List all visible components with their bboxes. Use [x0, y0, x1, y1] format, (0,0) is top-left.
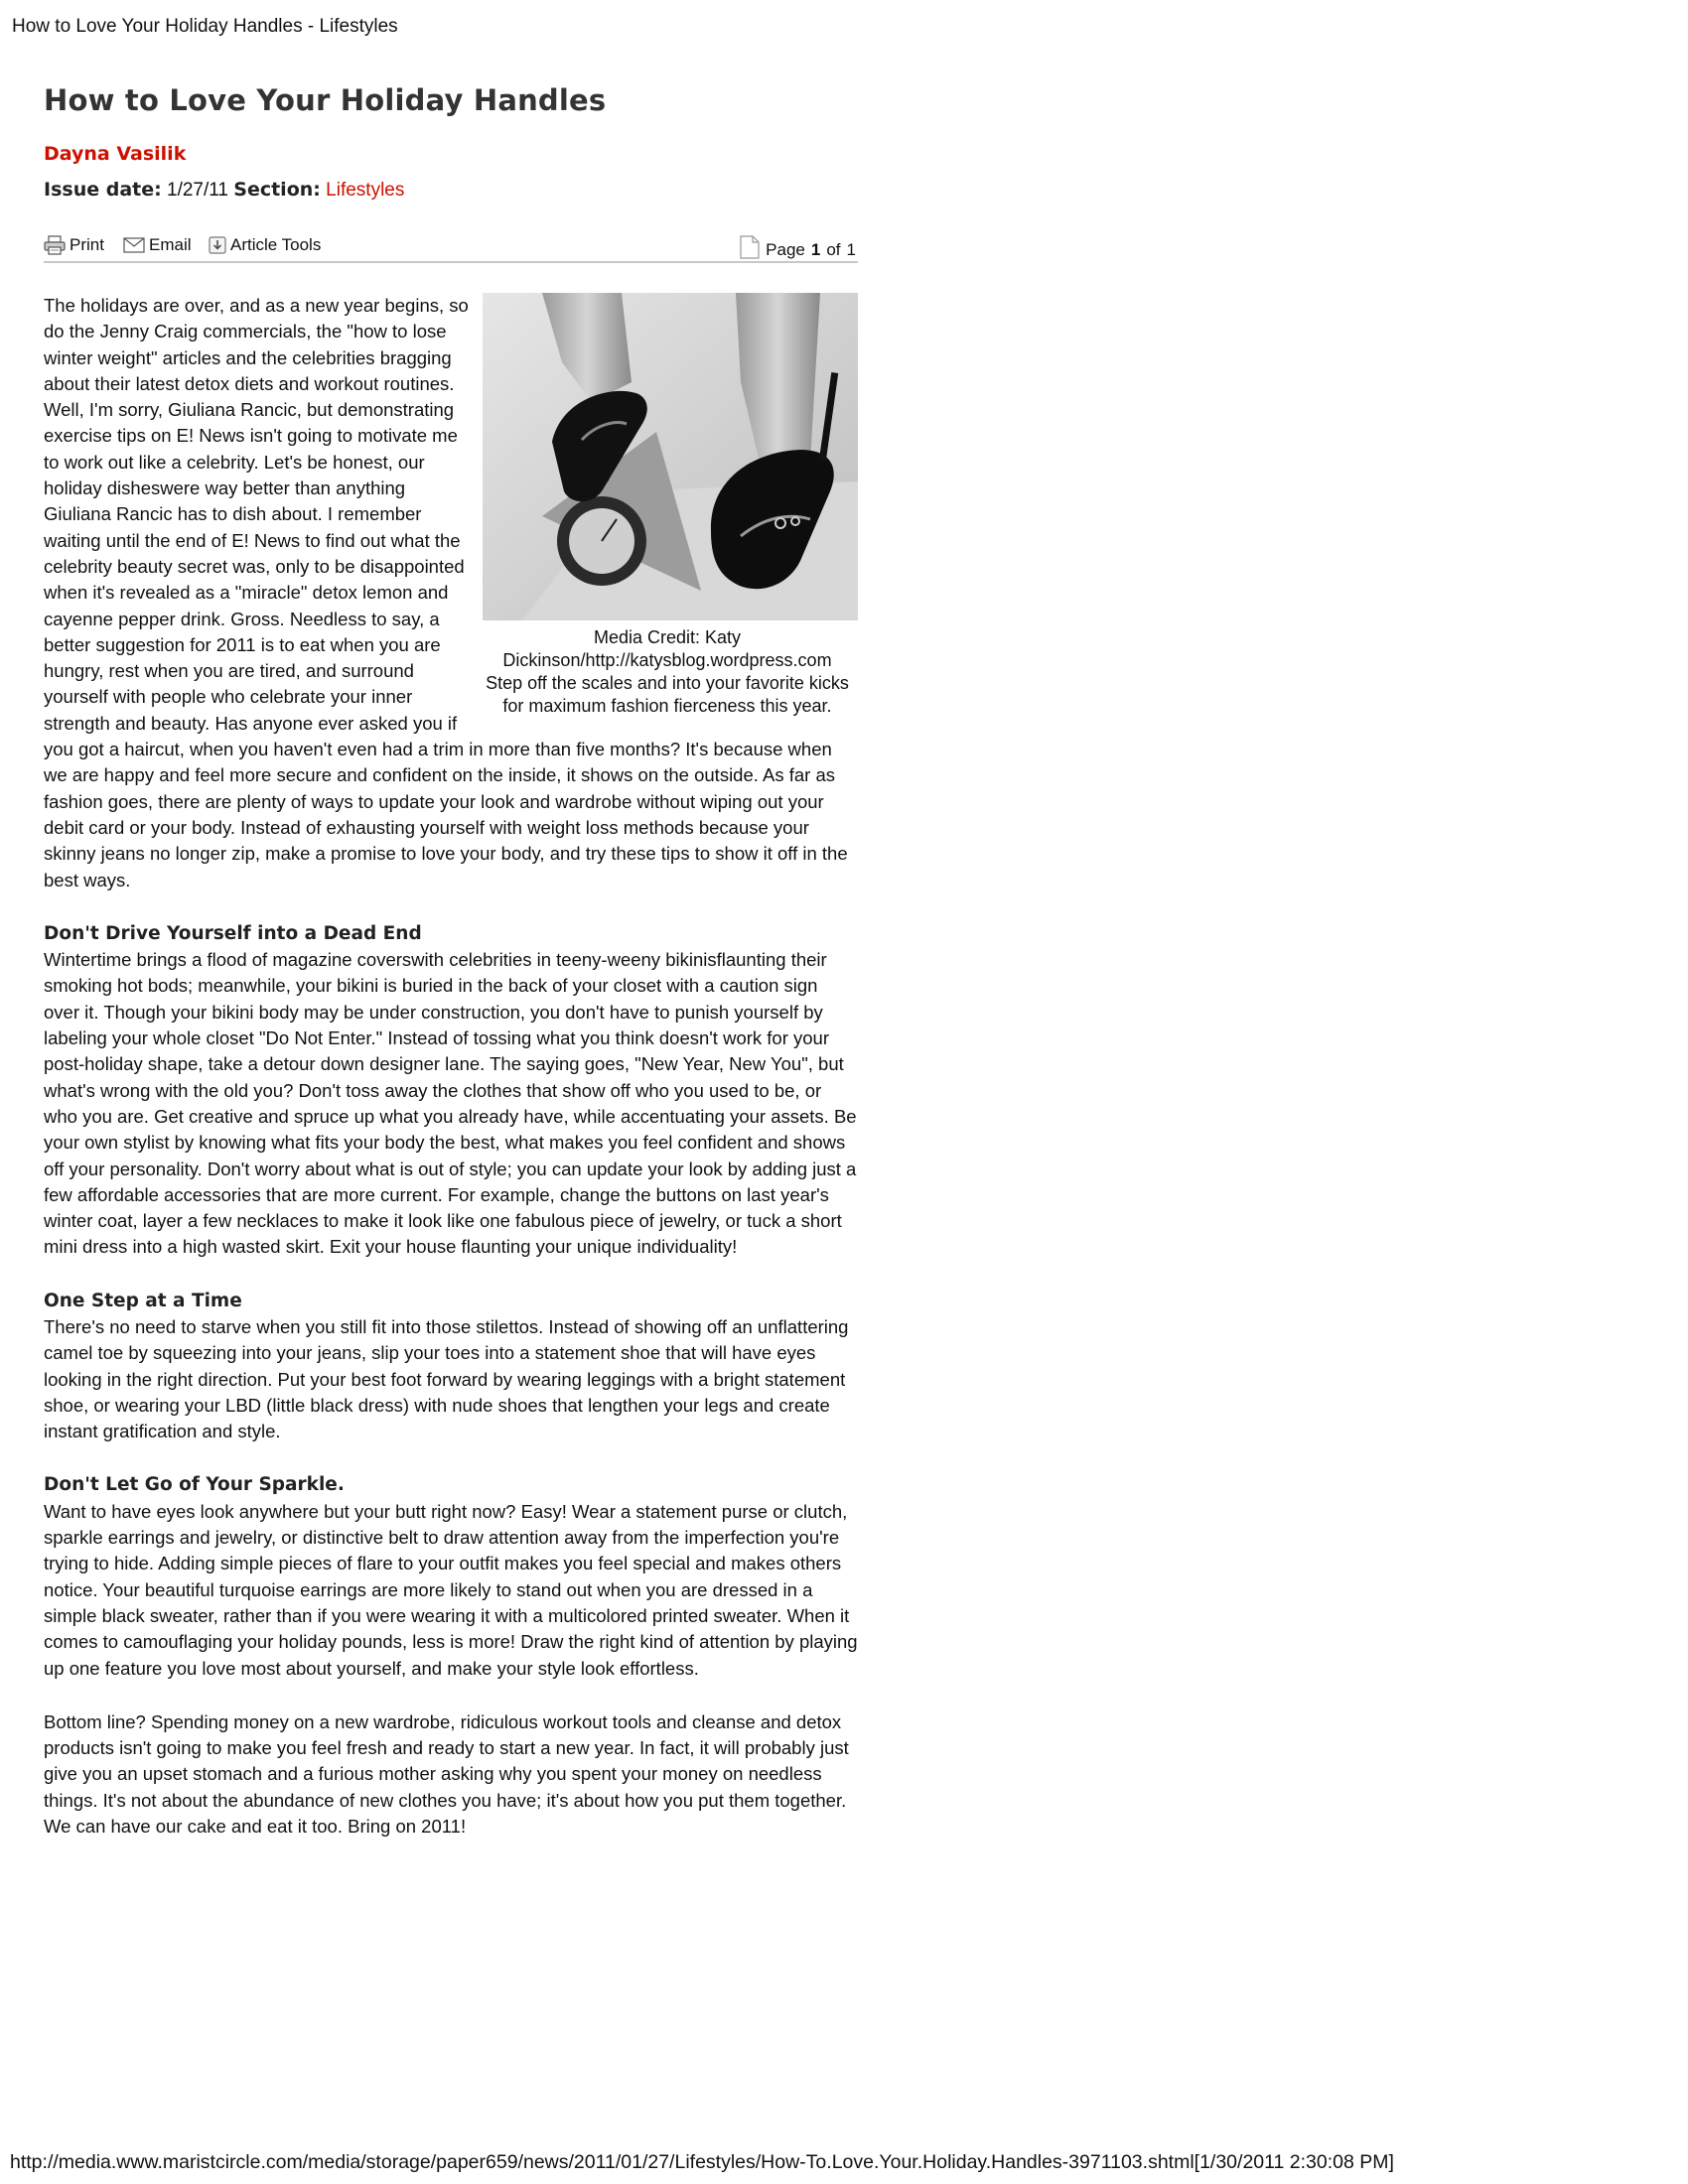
issue-date-label: Issue date:	[44, 179, 162, 201]
page-current: 1	[810, 239, 821, 259]
page-total: 1	[846, 239, 856, 259]
print-button[interactable]	[44, 235, 104, 255]
intro-paragraph: The holidays are over, and as a new year begins, so do the Jenny Craig commercials, the "how to lose winter weight" articles and the celebrities bragging about their latest detox diets and workout routines. Well, I'm sorry, Giuliana Rancic, but demonstrating exercise tips on E! News isn't going to motivate me to work out like a celebrity. Let's be honest, our holiday disheswere way better than anything Giuliana Rancic has to dish about. I remember waiting until the end of E! News to find out what the celebrity beauty secret was, only to be disappointed when it's revealed as a "miracle" detox lemon and cayenne pepper drink. Gross. Needless to say, a better suggestion for 2011 is to eat when you are hungry, rest when you are tired, and surround yourself with people who celebrate your inner strength and beauty. Has anyone ever asked you if you got a haircut, when you haven't even had a trim in more than five months? It's because when we are happy and feel more secure and confident on the inside, it shows on the outside. As far as fashion goes, there are plenty of ways to update your look and wardrobe without wiping out your debit card or your body. Instead of exhausting yourself with weight loss methods because your skinny jeans no longer zip, make a promise to love your body, and try these tips to show it off in the best ways.	[44, 295, 848, 890]
section-heading: Don't Let Go of Your Sparkle.	[44, 1474, 345, 1496]
page-of: of	[826, 239, 841, 259]
envelope-icon	[123, 237, 145, 253]
media-credit: Media Credit: Katy Dickinson/http://katysblog.wordpress.com	[502, 627, 832, 670]
article-figure	[477, 293, 858, 718]
section-paragraph: Want to have eyes look anywhere but your butt right now? Easy! Wear a statement purse or clutch, sparkle earrings and jewelry, or distinctive belt to draw attention away from the imperfection you're trying to hide. Adding simple pieces of flare to your outfit makes you feel special and makes others notice. Your beautiful turquoise earrings are more likely to stand out when you are dressed in a simple black sweater, rather than if you were wearing it with a multicolored printed sweater. When it comes to camouflaging your holiday pounds, less is more! Draw the right kind of attention by playing up one feature you love most about yourself, and make your style look effortless.	[44, 1500, 858, 1679]
pagination	[740, 235, 856, 264]
page-label: Page	[766, 239, 805, 259]
page-url: http://media.www.maristcircle.com/media/storage/paper659/news/2011/01/27/Lifestyles/How-To.Love.Your.Holiday.Handles-3971103.shtml[1/30/2011 2:30:08 PM]	[10, 2151, 1394, 2173]
download-icon	[209, 236, 226, 254]
printer-icon	[44, 235, 66, 255]
page-icon	[740, 235, 760, 264]
photo-caption: Step off the scales and into your favorite kicks for maximum fashion fierceness this year.	[486, 673, 849, 716]
article-meta	[44, 179, 858, 202]
article-body	[44, 293, 858, 1840]
print-label: Print	[70, 235, 104, 254]
browser-title: How to Love Your Holiday Handles - Lifestyles	[12, 16, 398, 37]
article-tools-label: Article Tools	[230, 235, 322, 254]
article	[44, 83, 858, 1867]
shoes-on-scale-photo	[483, 293, 858, 620]
section-label: Section:	[233, 179, 321, 201]
email-button[interactable]	[123, 235, 192, 255]
email-label: Email	[149, 235, 192, 254]
section-heading: One Step at a Time	[44, 1290, 242, 1311]
section-heading: Don't Drive Yourself into a Dead End	[44, 922, 422, 944]
section-paragraph: There's no need to starve when you still fit into those stilettos. Instead of showing off an unflattering camel toe by squeezing into your jeans, slip your toes into a statement shoe that will have eyes looking in the right direction. Put your best foot forward by wearing leggings with a bright statement shoe, or wearing your LBD (little black dress) with nude shoes that lengthen your legs and create instant gratification and style.	[44, 1315, 849, 1442]
author-link[interactable]: Dayna Vasilik	[44, 143, 187, 165]
article-headline: How to Love Your Holiday Handles	[44, 83, 607, 117]
conclusion-paragraph: Bottom line? Spending money on a new wardrobe, ridiculous workout tools and cleanse and detox products isn't going to make you feel fresh and ready to start a new year. In fact, it will probably just give you an upset stomach and a furious mother asking why you spent your money on needless things. It's not about the abundance of new clothes you have; it's about how you put them together. We can have our cake and eat it too. Bring on 2011!	[44, 1710, 849, 1838]
section-link[interactable]: Lifestyles	[326, 180, 405, 201]
issue-date: 1/27/11	[167, 180, 228, 201]
article-toolbar	[44, 233, 858, 263]
section-paragraph: Wintertime brings a flood of magazine coverswith celebrities in teeny-weeny bikinisflaunting their smoking hot bods; meanwhile, your bikini is buried in the back of your closet with a caution sign over it. Though your bikini body may be under construction, you don't have to punish yourself by labeling your whole closet "Do Not Enter." Instead of tossing what you think doesn't work for your post-holiday shape, take a detour down designer lane. The saying goes, "New Year, New You", but what's wrong with the old you? Don't toss away the clothes that show off who you used to be, or who you are. Get creative and spruce up what you already have, while accentuating your assets. Be your own stylist by knowing what fits your body the best, what makes you feel confident and shows off your personality. Don't worry about what is out of style; you can update your look by adding just a few affordable accessories that are more current. For example, change the buttons on last year's winter coat, layer a few necklaces to make it look like one fabulous piece of jewelry, or tuck a short mini dress into a high wasted skirt. Exit your house flaunting your unique individuality!	[44, 949, 857, 1258]
article-tools-button[interactable]	[209, 235, 321, 255]
